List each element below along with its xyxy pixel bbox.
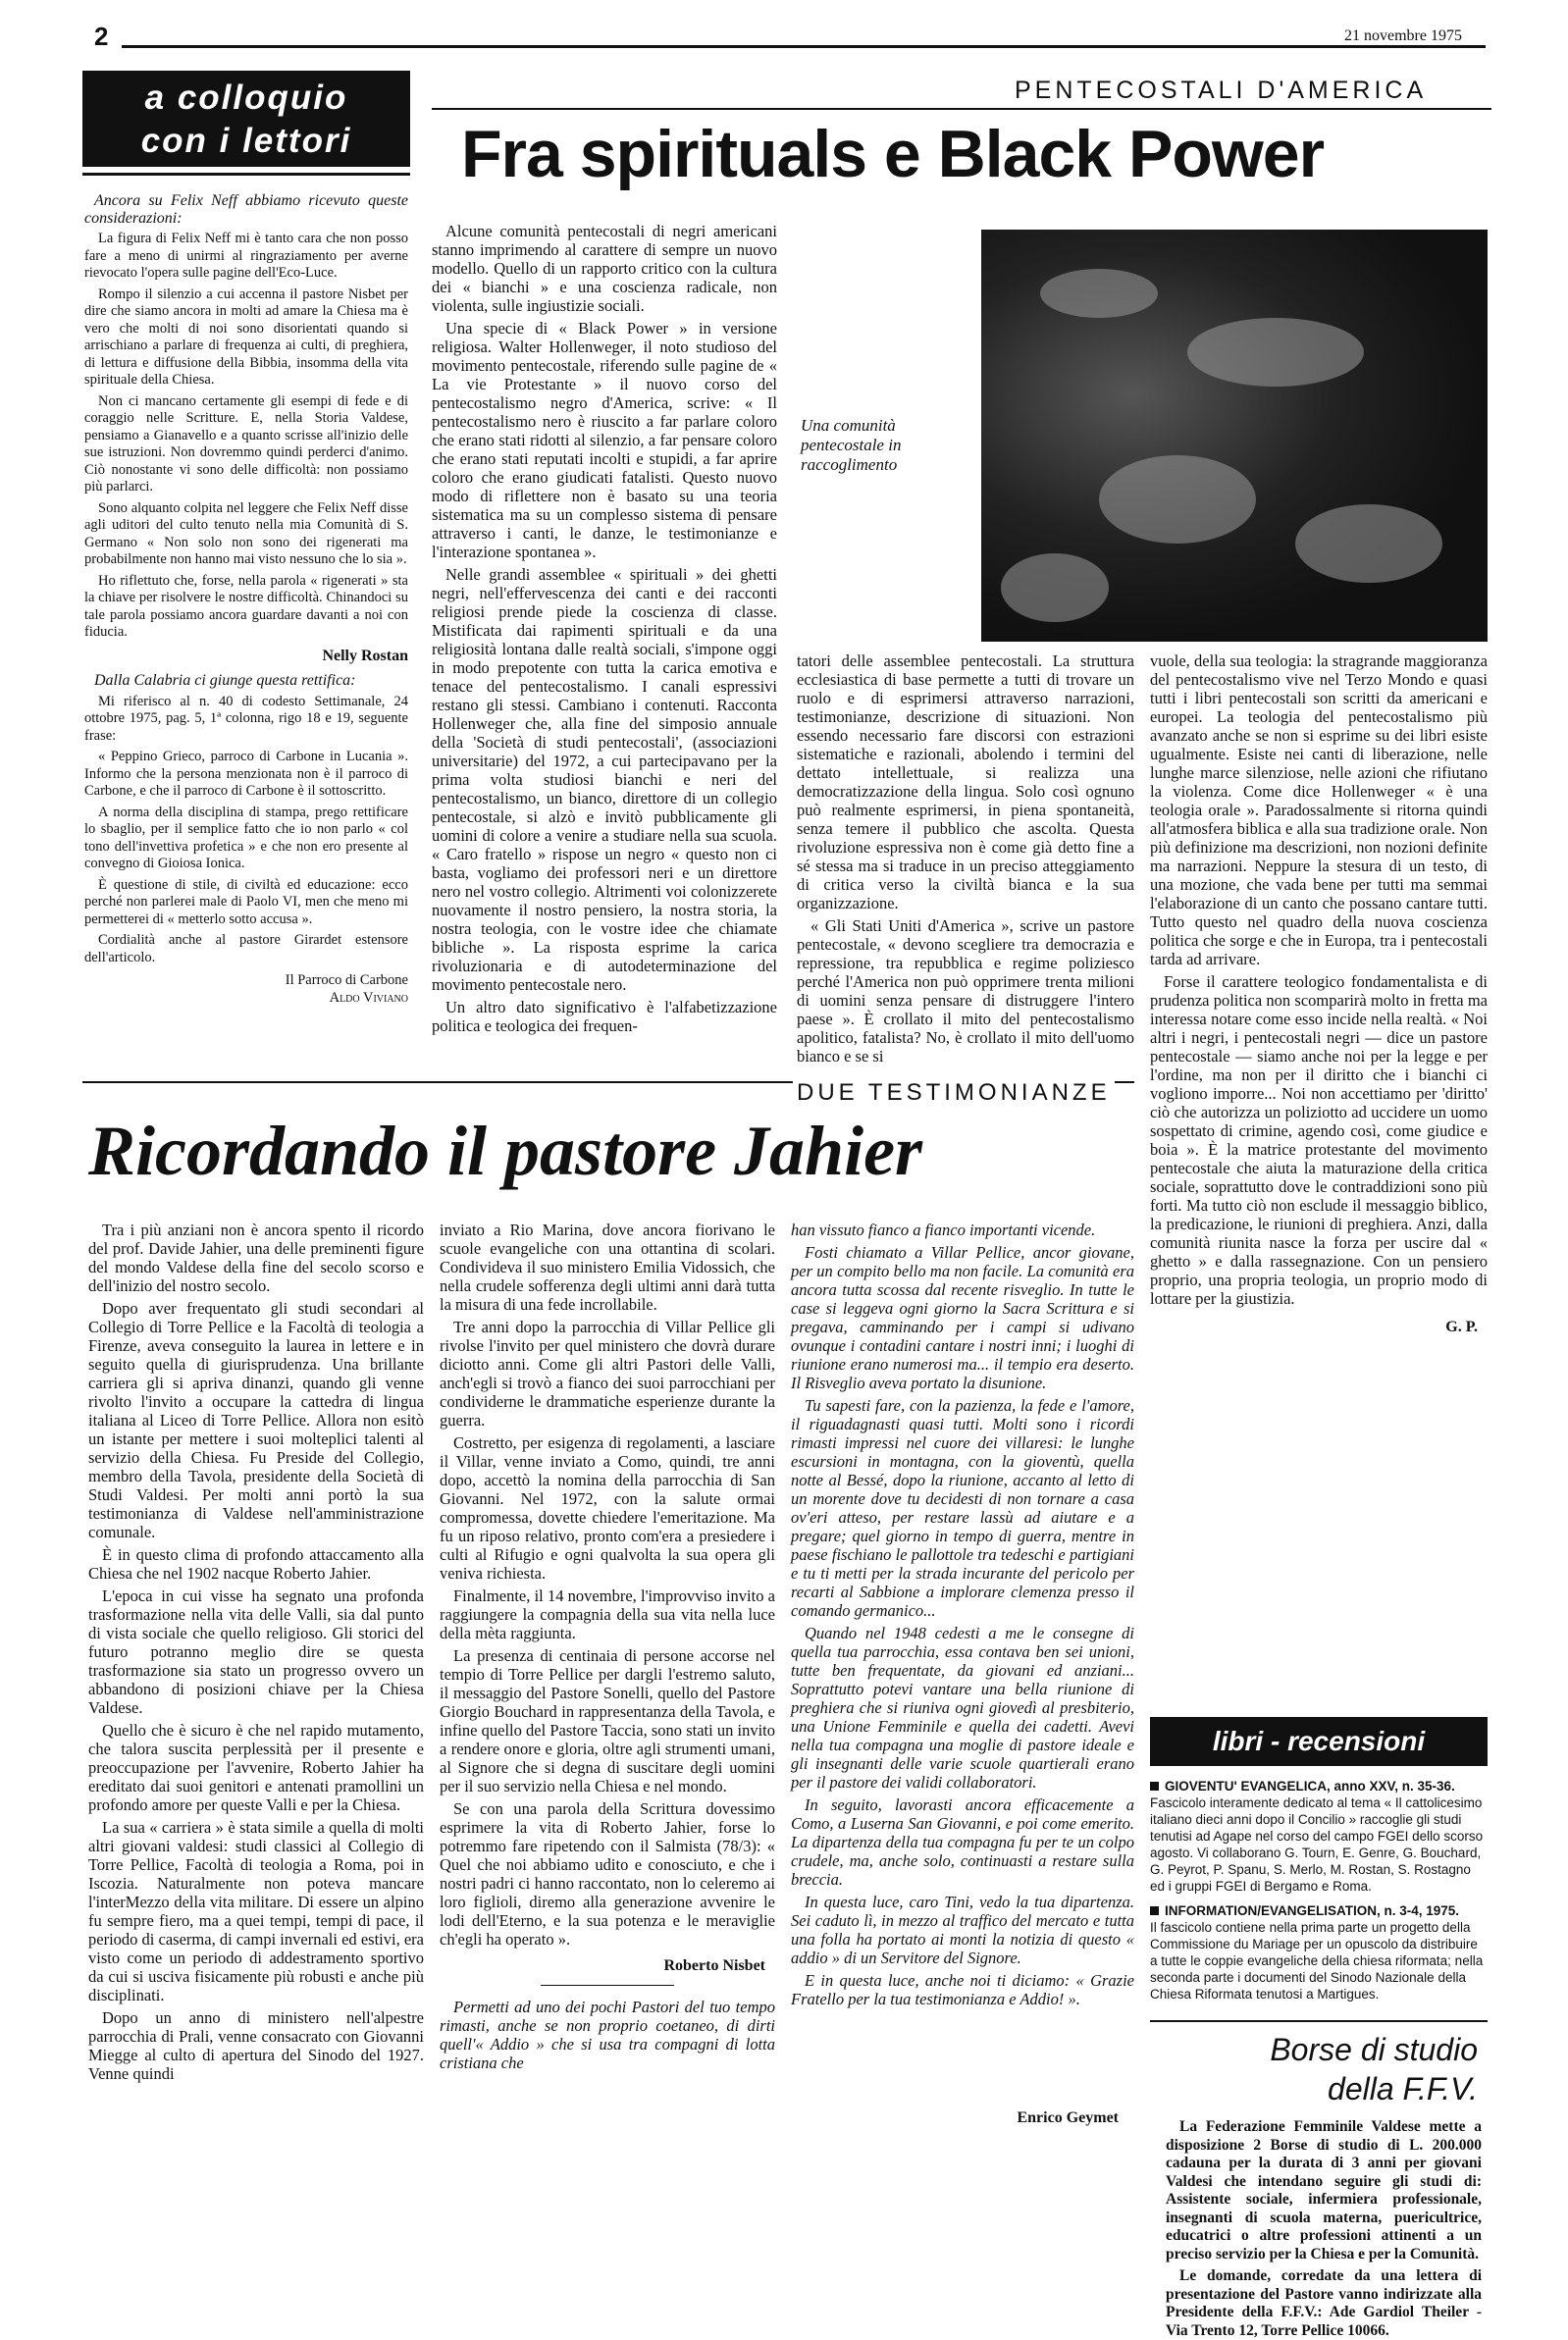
photo-highlight [1187, 318, 1364, 387]
article1-column-3 [1150, 651, 1488, 1642]
reviews-banner: libri - recensioni [1150, 1717, 1488, 1766]
scholarship-title-line2: della F.F.V. [1328, 2071, 1478, 2106]
letter-signature-2-role: Il Parroco di Carbone [285, 972, 408, 988]
article2-signature-2: Enrico Geymet [1017, 2109, 1119, 2126]
article2-signature-1: Roberto Nisbet [663, 1957, 765, 1974]
letter-paragraph: Mi riferisco al n. 40 di codesto Settimanale, 24 ottobre 1975, pag. 5, 1ª colonna, rigo 18 e 19, seguente frase: [84, 693, 408, 744]
photo-highlight [1001, 553, 1109, 622]
article2-paragraph: Se con una parola della Scrittura dovessimo esprimere la vita di Roberto Jahier, forse lo potremmo fare ripetendo con il Salmista (78/3): « Quel che noi abbiamo udito e conosciuto, e che i nostri padri ci hanno raccontato, non lo celeremo ai loro figlioli, diremo alla generazione avvenire le lodi dell'Eterno, e la sua potenza e le meraviglie ch'egli ha operato ». [440, 1799, 775, 1949]
article1-kicker: PENTECOSTALI D'AMERICA [1015, 77, 1428, 104]
congregation-photo [981, 230, 1488, 642]
article2-paragraph: Tu sapesti fare, con la pazienza, la fede e l'amore, il riguadagnasti quasi tutti. Molti sono i ricordi rimasti impressi nel cuore dei villaresi: le lunghe escursioni in montagna, con la gioventù, quella notte al Bessé, dopo la riunione, accanto al letto di un morente dove tu decidesti di non tornare a casa ov'eri atteso, per restare lassù ad aiutare e a pregare; quel giorno in tempo di guerra, mentre in paese fischiano le pallottole tra tedeschi e partigiani e tu ti metti per la strada incurante del pericolo per recarti al Sabbione a implorare clemenza presso il comando germanico... [791, 1396, 1134, 1620]
article2-paragraph: Tre anni dopo la parrocchia di Villar Pellice gli rivolse l'invito per quel ministero che dovrà durare diciotto anni. Come gli altri Pastori delle Valli, anch'egli si trovò a fianco dei suoi parrocchiani per condividerne le drammatiche esperienze durante la guerra. [440, 1318, 775, 1430]
article2-paragraph: Quando nel 1948 cedesti a me le consegne di quella tua parrocchia, essa contava ben sei unioni, tutte ben frequentate, da giovani ed anziani... Soprattutto potevi vantare una bella riunione di preghiera che si riuniva ogni giovedì al presbiterio, una Unione Femminile e quella dei cadetti. Avevi nella tua compagna una moglie di pastore ideale e gli insegnanti delle varie scuole quartierali erano per il pastore dei validi collaboratori. [791, 1624, 1134, 1792]
article2-separator [541, 1985, 675, 1986]
article1-paragraph: Nelle grandi assemblee « spirituali » dei ghetti negri, nell'effervescenza dei canti e dei racconti religiosi prende piede la coscienza di classe. Mistificata dai rapimenti spirituali e da una religiosità lontana dalle realtà sociali, s'impone oggi in modo prepotente con tutta la carica emotiva e tenace del pentecostalismo. I canali espressivi restano gli stessi. Cambiano i contenuti. Racconta Hollenweger che, alla fine del simposio annuale della 'Società di studi pentecostali', (associazioni universitarie) del 1972, a cui partecipavano per la prima volta studiosi bianchi e neri del pentecostalismo, un bianco, direttore di un collegio pentecostale, si alzò e invitò pubblicamente gli uomini di colore a venire a studiare nella sua scuola. « Caro fratello » rispose un negro « questo non ci basta, vogliamo dei professori neri e un direttore nero nel vostro collegio. Altrimenti voi colonizzerete nuovamente il nostro pensiero, la nostra storia, la nostra teologia, con le vostre idee che chiamate bibliche ». La risposta esprime la carica rivoluzionaria e di autodeterminazione del movimento pentecostale nero. [432, 565, 777, 994]
letter-signature-2 [84, 972, 408, 1007]
scholarship-top-rule [1150, 2020, 1488, 2022]
letter-signature-2-name: Aldo Viviano [329, 989, 408, 1006]
letters-banner-underline [82, 173, 410, 176]
article2-paragraph: Quello che è sicuro è che nel rapido mutamento, che talora suscita perplessità per il presente e preoccupazione per l'avvenire, Roberto Jahier ha ereditato dai suoi genitori e antenati pramollini un profondo amore per queste Valli e per la Chiesa. [88, 1721, 424, 1814]
photo-caption: Una comunità pentecostale in raccoglimento [801, 416, 902, 474]
article2-paragraph: inviato a Rio Marina, dove ancora fiorivano le scuole evangeliche con una ottantina di scolari. Condivideva il suo ministero Emilia Vidossich, che nella crudele sofferenza degli ultimi anni darà tutta la misura di una fede incrollabile. [440, 1221, 775, 1314]
article1-column-2 [797, 651, 1134, 1066]
letter-paragraph: Rompo il silenzio a cui accenna il pastore Nisbet per dire che siamo ancora in molti ad amare la Chiesa ma è vero che molti di noi sono disorientati quando si arrischiano a parlare di frequenza ai culti, di preghiera, di lettura e diffusione della Bibbia, insomma della vita spirituale della Chiesa. [84, 286, 408, 388]
article2-column-1 [88, 1221, 424, 2133]
letters-column [84, 192, 408, 1056]
photo-highlight [1295, 504, 1442, 583]
letter-paragraph: Non ci mancano certamente gli esempi di fede e di coraggio nelle Scritture. E, nella Storia Valdese, pensiamo a Gianavello e a quanto scrisse all'inizio delle sue istruzioni. Non dovremmo quindi perderci d'animo. Ciò nonostante vi sono delle difficoltà: non possiamo più parlarci. [84, 392, 408, 494]
article2-paragraph: Costretto, per esigenza di regolamenti, a lasciare il Villar, venne inviato a Como, quindi, tre anni dopo, accettò la nomina della parrocchia di San Giovanni. Nel 1972, con la salute ormai compromessa, dovette chiedere l'emeritazione. Ma fu un riposo relativo, pronto com'era a presiedere i culti al Rifugio e ogni qualvolta la sua opera gli veniva richiesta. [440, 1433, 775, 1583]
article2-paragraph: Dopo aver frequentato gli studi secondari al Collegio di Torre Pellice e la Facoltà di teologia a Firenze, aveva conseguito la laurea in lettere e in seguito quella di giurisprudenza. Una brillante carriera gli si apriva dinanzi, quando gli venne rivolto l'invito a occupare la cattedra di lingua italiana al Liceo di Torre Pellice. Allora non esitò un istante per mettere i suoi molteplici talenti al servizio della Chiesa. Fu Preside del Collegio, membro della Tavola, presidente della Società di Studi Valdesi. Per molti anni portò la sua testimonianza di Valdese nell'amministrazione comunale. [88, 1299, 424, 1541]
article2-paragraph: La presenza di centinaia di persone accorse nel tempio di Torre Pellice per dargli l'estremo saluto, il messaggio del Pastore Sonelli, quello del Pastore Giorgio Bouchard in rappresentanza della Tavola, e infine quello del Pastore Taccia, sono stati un invito a rendere onore e gloria, oltre agli strumenti umani, al Signore che si degna di suscitare degli uomini per il suo servizio nella Chiesa e nel mondo. [440, 1646, 775, 1795]
letter-paragraph: La figura di Felix Neff mi è tanto cara che non posso fare a meno di unirmi al ringraziamento per averne rievocato l'opera sulle pagine dell'Eco-Luce. [84, 231, 408, 281]
letters-intro: Ancora su Felix Neff abbiamo ricevuto queste considerazioni: [84, 192, 408, 227]
photo-highlight [1040, 269, 1158, 318]
article2-paragraph: Permetti ad uno dei pochi Pastori del tuo tempo rimasti, anche se non proprio coetaneo, di dirti quell'« Addio » che si usa tra compagni di lotta cristiana che [440, 1998, 775, 2072]
scholarship-title [1150, 2030, 1478, 2108]
article1-title: Fra spirituals e Black Power [461, 117, 1325, 191]
photo-highlight [1099, 455, 1256, 544]
article2-column-3 [791, 1221, 1134, 2104]
letter-paragraph: A norma della disciplina di stampa, prego rettificare lo sbaglio, per il semplice fatto che io non parlo « col tono dell'invettiva profetica » e che non ero presente al convegno di Gioiosa Ionica. [84, 804, 408, 871]
review-body: Il fascicolo contiene nella prima parte un progetto della Commissione du Mariage per un opuscolo da distribuire a tutte le coppie evangeliche della chiesa riformata; nella seconda parte i documenti del Sinodo Nazionale della Chiesa Riformata tenutosi a Martigues. [1150, 1920, 1484, 2002]
article1-paragraph: « Gli Stati Uniti d'America », scrive un pastore pentecostale, « devono scegliere tra democrazia e repressione, tra repubblica e regime poliziesco perché l'America non può opprimere trenta milioni di uomini senza pensare di distruggere l'intero paese ». È crollato il mito del pentecostalismo apolitico, fatalista? No, è crollato il mito dell'uomo bianco e se si [797, 916, 1134, 1066]
letters-banner-line1: a colloquio [144, 78, 348, 117]
scholarship-paragraph: Le domande, corredate da una lettera di presentazione del Pastore vanno indirizzate alla Presidente della F.F.V.: Ade Gardiol Theiler - Via Trento 12, Torre Pellice 10066. [1166, 2267, 1482, 2339]
letter-paragraph: Ho riflettuto che, forse, nella parola « rigenerati » sta la chiave per risolvere le nostre difficoltà. Chinandoci su tale parola possiamo ancora guardare davanti a noi con fiducia. [84, 572, 408, 640]
issue-date: 21 novembre 1975 [1344, 27, 1462, 44]
scholarship-paragraph: La Federazione Femminile Valdese mette a disposizione 2 Borse di studio di L. 200.000 cadauna per la durata di 3 anni per giovani Valdesi che intendano seguire gli studi di: Assistente sociale, infermiera professionale, insegnanti di scuola materna, puericultrice, educatrici o altre professioni attinenti a un preciso servizio per la Chiesa e per la Comunità. [1166, 2118, 1482, 2262]
article1-kicker-rule [432, 108, 1491, 110]
review-head: INFORMATION/EVANGELISATION, n. 3-4, 1975. [1165, 1903, 1460, 1918]
letter-paragraph: Sono alquanto colpita nel leggere che Felix Neff disse agli uditori del culto tenuto nella mia Comunità di S. Germano « Non solo non sono dei rigenerati ma probabilmente non hanno mai visto nessuno che lo sia ». [84, 499, 408, 567]
letters-banner-line2: con i lettori [140, 122, 352, 160]
article2-paragraph: Fosti chiamato a Villar Pellice, ancor giovane, per un compito bello ma non facile. La comunità era ancora tutta scossa dal recente risveglio. In tutte le case si leggeva ogni giorno la Sacra Scrittura e si pregava, camminando per i campi si udivano ovunque i contadini cantare i nostri inni; i luoghi di riunione erano numerosi ma... il tempio era deserto. Il Risveglio aveva portato la disunione. [791, 1243, 1134, 1392]
article2-column-2 [440, 1221, 775, 2133]
letter-paragraph: « Peppino Grieco, parroco di Carbone in Lucania ». Informo che la persona menzionata non è il parroco di Carbone, e che il parroco di Carbone è il sottoscritto. [84, 749, 408, 799]
article2-paragraph: È in questo clima di profondo attaccamento alla Chiesa che nel 1902 nacque Roberto Jahier. [88, 1545, 424, 1583]
article1-column-1 [432, 222, 777, 1056]
article2-paragraph: La sua « carriera » è stata simile a quella di molti altri giovani valdesi: studi classici al Collegio di Torre Pellice, Facoltà di teologia a Roma, poi in Iscozia. Naturalmente non poteva mancare l'interMezzo della vita militare. Di essere un alpino fu sempre fiero, ma a quei tempi, tempi di pace, il periodo di caserma, di campi invernali ed estivi, era visto come un periodo di addestramento sportivo da cui si usciva fisicamente più robusti e anche più disciplinati. [88, 1818, 424, 2004]
article2-paragraph: In questa luce, caro Tini, vedo la tua dipartenza. Sei caduto lì, in mezzo al traffico del mercato e tutta una folla ha portato ai monti la notizia di questo « addio » di un Servitore del Signore. [791, 1893, 1134, 1967]
article1-paragraph: Una specie di « Black Power » in versione religiosa. Walter Hollenweger, il noto studioso del movimento pentecostale, riferendo sulle pagine de « La vie Protestante » il nuovo corso del pentecostalismo negro d'America, scrive: « Il pentecostalismo nero è riuscito a far parlare coloro che erano stati ridotti al silenzio, a far pensare coloro che erano stati reputati incolti e stupidi, a far aprire coloro che erano giudicati fatalisti. Questo nuovo modo di riflettere non è basato su una teoria sistematica ma su un complesso sistema di pensare attraverso i canti, le danze, le testimonianze e l'interazione spontanea ». [432, 319, 777, 561]
article2-title: Ricordando il pastore Jahier [88, 1112, 923, 1190]
review-head: GIOVENTU' EVANGELICA, anno XXV, n. 35-36. [1165, 1779, 1455, 1794]
letter-paragraph: Cordialità anche al pastore Girardet estensore dell'articolo. [84, 932, 408, 965]
letters-banner [82, 71, 410, 167]
article2-paragraph: Tra i più anziani non è ancora spento il ricordo del prof. Davide Jahier, una delle preminenti figure del mondo Valdese della fine del secolo scorso e dell'inizio del nostro secolo. [88, 1221, 424, 1295]
letters-intro-2: Dalla Calabria ci giunge questa rettifica: [94, 672, 356, 689]
review-body: Fascicolo interamente dedicato al tema « Il cattolicesimo italiano dieci anni dopo il Concilio » raccoglie gli studi tenutisi ad Agape nel corso del campo FGEI dello scorso agosto. Vi collaborano G. Tourn, E. Genre, G. Bouchard, G. Peyrot, P. Spanu, S. Merlo, M. Rostan, S. Rostagno ed i gruppi FGEI di Bergamo e Roma. [1150, 1795, 1484, 1894]
article2-paragraph: E in questa luce, anche noi ti diciamo: « Grazie Fratello per la tua testimonianza e Addio! ». [791, 1971, 1134, 2008]
scholarship-title-line1: Borse di studio [1270, 2032, 1478, 2067]
article1-paragraph: tatori delle assemblee pentecostali. La struttura ecclesiastica di base permette a tutti di trovare un ruolo e di esprimersi attraverso narrazioni, testimonianze, descrizione di situazioni. Non essendo necessario fare discorsi con estrazioni sistematiche e razionali, abolendo i termini del dettato intellettuale, si realizza una democratizzazione della lingua. Solo così ognuno può realmente esprimersi, in piena spontaneità, senza temere il pubblico che ascolta. Questa rivoluzione espressiva non è come già detto fine a sé stessa ma si traduce in un preciso atteggiamento di critica verso la civiltà bianca e la sua organizzazione. [797, 651, 1134, 912]
article1-paragraph: Alcune comunità pentecostali di negri americani stanno imprimendo al carattere di sempre un nuovo modello. Quello di un rapporto critico con la cultura dei « bianchi » e una coscienza radicale, non violenta, sulle ingiustizie sociali. [432, 222, 777, 315]
article2-kicker: DUE TESTIMONIANZE [793, 1079, 1115, 1107]
article2-paragraph: Dopo un anno di ministero nell'alpestre parrocchia di Prali, venne consacrato con Giovanni Miegge al culto di apertura del Sinodo del 1927. Venne quindi [88, 2008, 424, 2083]
article1-paragraph: vuole, della sua teologia: la stragrande maggioranza del pentecostalismo vive nel Terzo Mondo e quasi tutti i libri pentecostali son scritti da americani e europei. La teologia del pentecostalismo più avanzato anche se non si esprime su dei libri esiste ugualmente. Esiste nei canti di liberazione, nelle lunghe marce silenziose, nelle azioni che rifiutano la violenza. Come dice Hollenweger « è una teologia orale ». Paradossalmente si ritorna quindi all'atmosfera biblica e alla sua tradizione orale. Non più definizione ma descrizioni, non nozioni definite ma narrazioni. Neppure la stesura di un testo, di una mozione, che vada bene per tutti ma semmai l'elaborazione di un canto che possano cantare tutti. Tutto questo nel quadro della nuova coscienza politica che sorge e che in Europa, tra i pentecostali tarda ad arrivare. [1150, 651, 1488, 968]
header-rule [122, 45, 1486, 48]
article1-paragraph: Un altro dato significativo è l'alfabetizzazione politica e teologica dei frequen- [432, 998, 777, 1035]
article2-paragraph: L'epoca in cui visse ha segnato una profonda trasformazione nella vita delle Valli, sia dal punto di vista sociale che quello religioso. Gli storici del futuro potranno meglio dire se questa trasformazione sia stato un progresso ovvero un abbandono di posizioni chiave per la Chiesa Valdese. [88, 1586, 424, 1717]
scholarship-text [1166, 2118, 1482, 2339]
article1-paragraph: Forse il carattere teologico fondamentalista e di prudenza politica non scomparirà molto in fretta ma interessa notare come esso incide nella realtà. « Noi altri i negri, i pentecostali negri — dice un pastore pentecostale — siamo anche noi per la legge e per l'ordine, ma non per il diritto che i bianchi ci vogliono imporre... Noi non accettiamo per 'diritto' ciò che autorizza un poliziotto ad uccidere un uomo sospettato di crimine, agendo così, come giudice e boia ». È la matrice protestante del movimento pentecostale che aiuta la maturazione della critica sociale, soprattutto dove le contraddizioni sono più forti. Ma tutto ciò non esclude il messaggio biblico, la predicazione, le riunioni di preghiera. Anzi, dalla comunità riunita nasce la forza per uscire dal « ghetto » e dalla rassegnazione. Con un pensiero proprio, una propria teologia, un proprio modo di lottare per la giustizia. [1150, 972, 1488, 1308]
article2-paragraph: Finalmente, il 14 novembre, l'improvviso invito a raggiungere la compagnia della sua vita nella luce della mèta raggiunta. [440, 1586, 775, 1642]
page-number: 2 [94, 22, 109, 51]
letter-signature: Nelly Rostan [322, 647, 408, 664]
article2-paragraph: In seguito, lavorasti ancora efficacemente a Como, a Luserna San Giovanni, e poi come emerito. La dipartenza della tua compagna fu per te un colpo crudele, ma, anche solo, continuasti a restare sulla breccia. [791, 1795, 1134, 1889]
article2-paragraph: han vissuto fianco a fianco importanti vicende. [791, 1221, 1096, 1239]
article1-signature: G. P. [1445, 1319, 1478, 1335]
letter-paragraph: È questione di stile, di civiltà ed educazione: ecco perché non parlerei male di Paolo VI, men che meno mi permetterei di « metterlo sotto accusa ». [84, 876, 408, 927]
